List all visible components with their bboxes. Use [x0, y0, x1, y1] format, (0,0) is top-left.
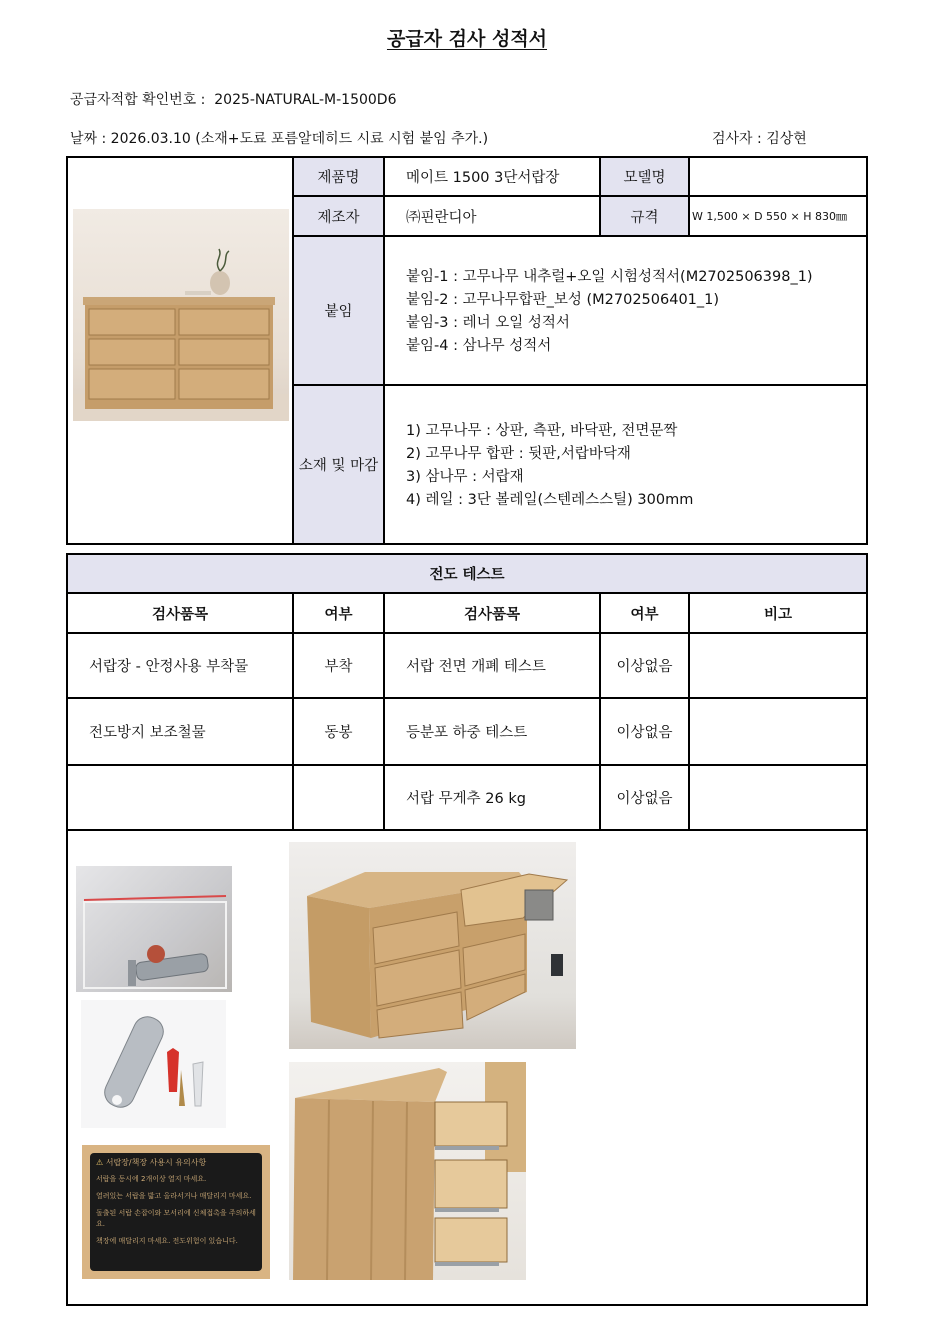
table-cell: 이상없음	[616, 659, 673, 675]
model-value	[690, 158, 866, 195]
attach-label: 붙임	[294, 237, 383, 384]
confirm-number: 2025-NATURAL-M-1500D6	[214, 92, 397, 108]
table-cell: 서랍 전면 개폐 테스트	[406, 659, 546, 675]
warning-line: 열려있는 서랍을 밟고 올라서거나 매달리지 마세요.	[96, 1192, 252, 1200]
photo-hardware-bag	[76, 866, 232, 992]
product-name: 메이트 1500 3단서랍장	[406, 170, 560, 186]
test-title: 전도 테스트	[68, 555, 866, 592]
inspector: 검사자 : 김상현	[712, 131, 807, 147]
col-header: 검사품목	[463, 606, 521, 623]
photo-warning-label	[82, 1145, 270, 1279]
photo-side-drawers	[289, 1062, 526, 1280]
table-cell: 서랍 무게추 26 kg	[406, 791, 526, 807]
date-line: 날짜 : 2026.03.10 (소재+도료 포름알데히드 시료 시험 붙임 추가.)	[70, 131, 489, 147]
table-cell: 이상없음	[616, 791, 673, 807]
attachment-item: 붙임-4 : 삼나무 성적서	[406, 338, 552, 354]
col-header: 여부	[324, 606, 353, 623]
table-cell: 이상없음	[616, 725, 673, 741]
col-header: 비고	[763, 606, 792, 623]
attachment-item: 붙임-1 : 고무나무 내추럴+오일 시험성적서(M2702506398_1)	[406, 269, 813, 285]
product-name-label: 제품명	[294, 158, 383, 195]
warning-line: 책장에 매달리지 마세요. 전도위험이 있습니다.	[96, 1237, 238, 1245]
bag-illustration	[76, 866, 232, 992]
table-cell	[690, 699, 866, 764]
table-cell: 동봉	[324, 725, 353, 741]
warning-icon: ⚠	[96, 1158, 104, 1167]
confirm-label: 공급자적합 확인번호 :	[70, 92, 206, 108]
material-item: 4) 레일 : 3단 볼레일(스텐레스스틸) 300mm	[406, 492, 694, 508]
material-list	[406, 420, 693, 512]
warning-label	[90, 1153, 262, 1271]
material-item: 3) 삼나무 : 서랍재	[406, 469, 524, 485]
document-title: 공급자 검사 성적서	[386, 28, 548, 50]
table-cell: 전도방지 보조철물	[89, 725, 206, 741]
attachment-item: 붙임-3 : 레너 오일 성적서	[406, 315, 570, 331]
photo-anchor-parts	[81, 1000, 226, 1128]
drawer-test-illustration	[289, 842, 576, 1049]
spec-value: W 1,500 × D 550 × H 830㎜	[692, 210, 848, 223]
anchor-parts-illustration	[81, 1000, 226, 1128]
warning-title-text: 서랍장/책장 사용시 유의사항	[105, 1158, 207, 1167]
confirm-line	[70, 89, 396, 109]
warning-line: 서랍을 동시에 2개이상 열지 마세요.	[96, 1175, 207, 1183]
dresser-illustration	[73, 209, 289, 421]
maker: ㈜핀란디아	[406, 209, 477, 226]
col-header: 여부	[630, 606, 659, 623]
material-item: 1) 고무나무 : 상판, 측판, 바닥판, 전면문짝	[406, 423, 678, 439]
photo-drawer-test	[289, 842, 576, 1049]
material-label: 소재 및 마감	[294, 386, 383, 543]
table-cell	[294, 766, 383, 829]
table-cell	[89, 766, 292, 829]
side-drawers-illustration	[289, 1062, 526, 1280]
col-header: 검사품목	[151, 606, 209, 623]
spec-label: 규격	[601, 197, 688, 235]
table-cell: 서랍장 - 안정사용 부착물	[89, 659, 249, 675]
product-photo	[73, 209, 289, 421]
table-cell: 등분포 하중 테스트	[406, 725, 528, 741]
table-cell	[690, 634, 866, 697]
material-item: 2) 고무나무 합판 : 뒷판,서랍바닥재	[406, 446, 631, 462]
model-label: 모델명	[601, 158, 688, 195]
table-cell: 부착	[324, 659, 353, 675]
warning-title	[96, 1157, 256, 1168]
attachment-item: 붙임-2 : 고무나무합판_보성 (M2702506401_1)	[406, 292, 720, 308]
warning-line: 돌출된 서랍 손잡이와 모서리에 신체접촉을 주의하세요.	[96, 1209, 256, 1228]
attachment-list	[406, 266, 813, 358]
table-cell	[690, 766, 866, 829]
maker-label: 제조자	[294, 197, 383, 235]
